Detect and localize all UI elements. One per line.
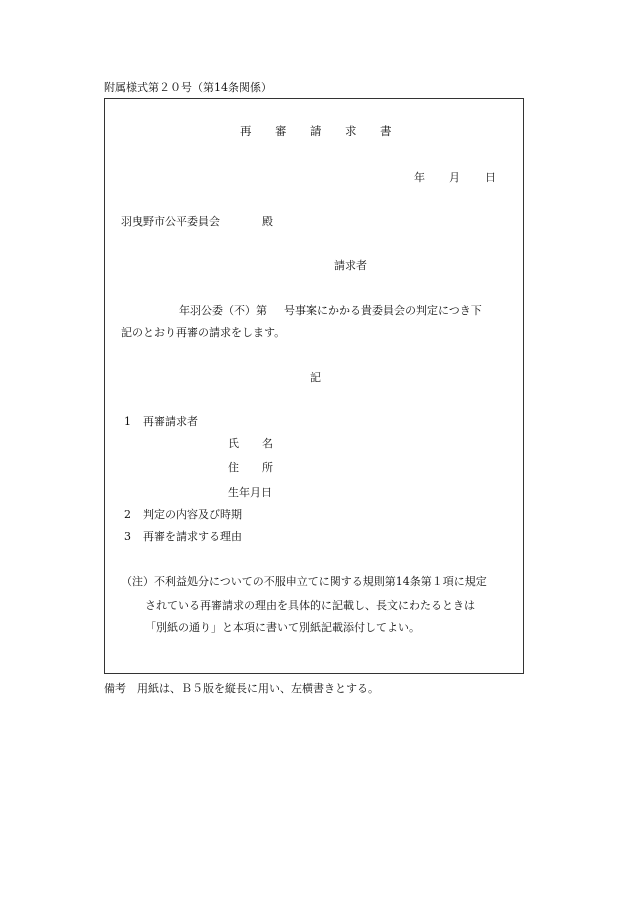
item-1-number: 1 xyxy=(124,415,131,428)
title-char: 書 xyxy=(380,124,392,138)
field-address-char2: 所 xyxy=(262,461,273,474)
item-2-label: 判定の内容及び時期 xyxy=(143,508,242,521)
note-line3: 「別紙の通り」と本項に書いて別紙記載添付してよい。 xyxy=(145,621,420,634)
body-line2: 記のとおり再審の請求をします。 xyxy=(121,326,286,339)
note-line1: （注）不利益処分についての不服申立てに関する規則第14条第１項に規定 xyxy=(121,575,487,588)
body-line1-year: 年羽公委（不）第 xyxy=(179,304,267,317)
date-day: 日 xyxy=(485,171,496,184)
title-char: 審 xyxy=(275,124,287,138)
title-char: 再 xyxy=(240,124,252,138)
title-char: 請 xyxy=(310,124,322,138)
form-number-header: 附属様式第２０号（第14条関係） xyxy=(104,81,272,94)
field-name-char1: 氏 xyxy=(228,437,239,450)
requester-label: 請求者 xyxy=(334,259,367,272)
body-line1-rest: 号事案にかかる貴委員会の判定につき下 xyxy=(284,304,482,317)
footer-remarks: 備考 用紙は、Ｂ５版を縦長に用い、左横書きとする。 xyxy=(104,682,379,695)
ki-heading: 記 xyxy=(310,371,321,384)
item-1-label: 再審請求者 xyxy=(143,415,198,428)
note-line2: されている再審請求の理由を具体的に記載し、長文にわたるときは xyxy=(145,599,475,612)
field-birthdate: 生年月日 xyxy=(228,486,272,499)
field-name-char2: 名 xyxy=(262,437,273,450)
addressee-honorific: 殿 xyxy=(262,215,273,228)
addressee-name: 羽曳野市公平委員会 xyxy=(121,215,220,228)
date-year: 年 xyxy=(414,171,425,184)
field-address-char1: 住 xyxy=(228,461,239,474)
item-2-number: 2 xyxy=(124,508,131,521)
title-char: 求 xyxy=(345,124,357,138)
item-3-label: 再審を請求する理由 xyxy=(143,530,242,543)
item-3-number: 3 xyxy=(124,530,131,543)
date-month: 月 xyxy=(449,171,460,184)
